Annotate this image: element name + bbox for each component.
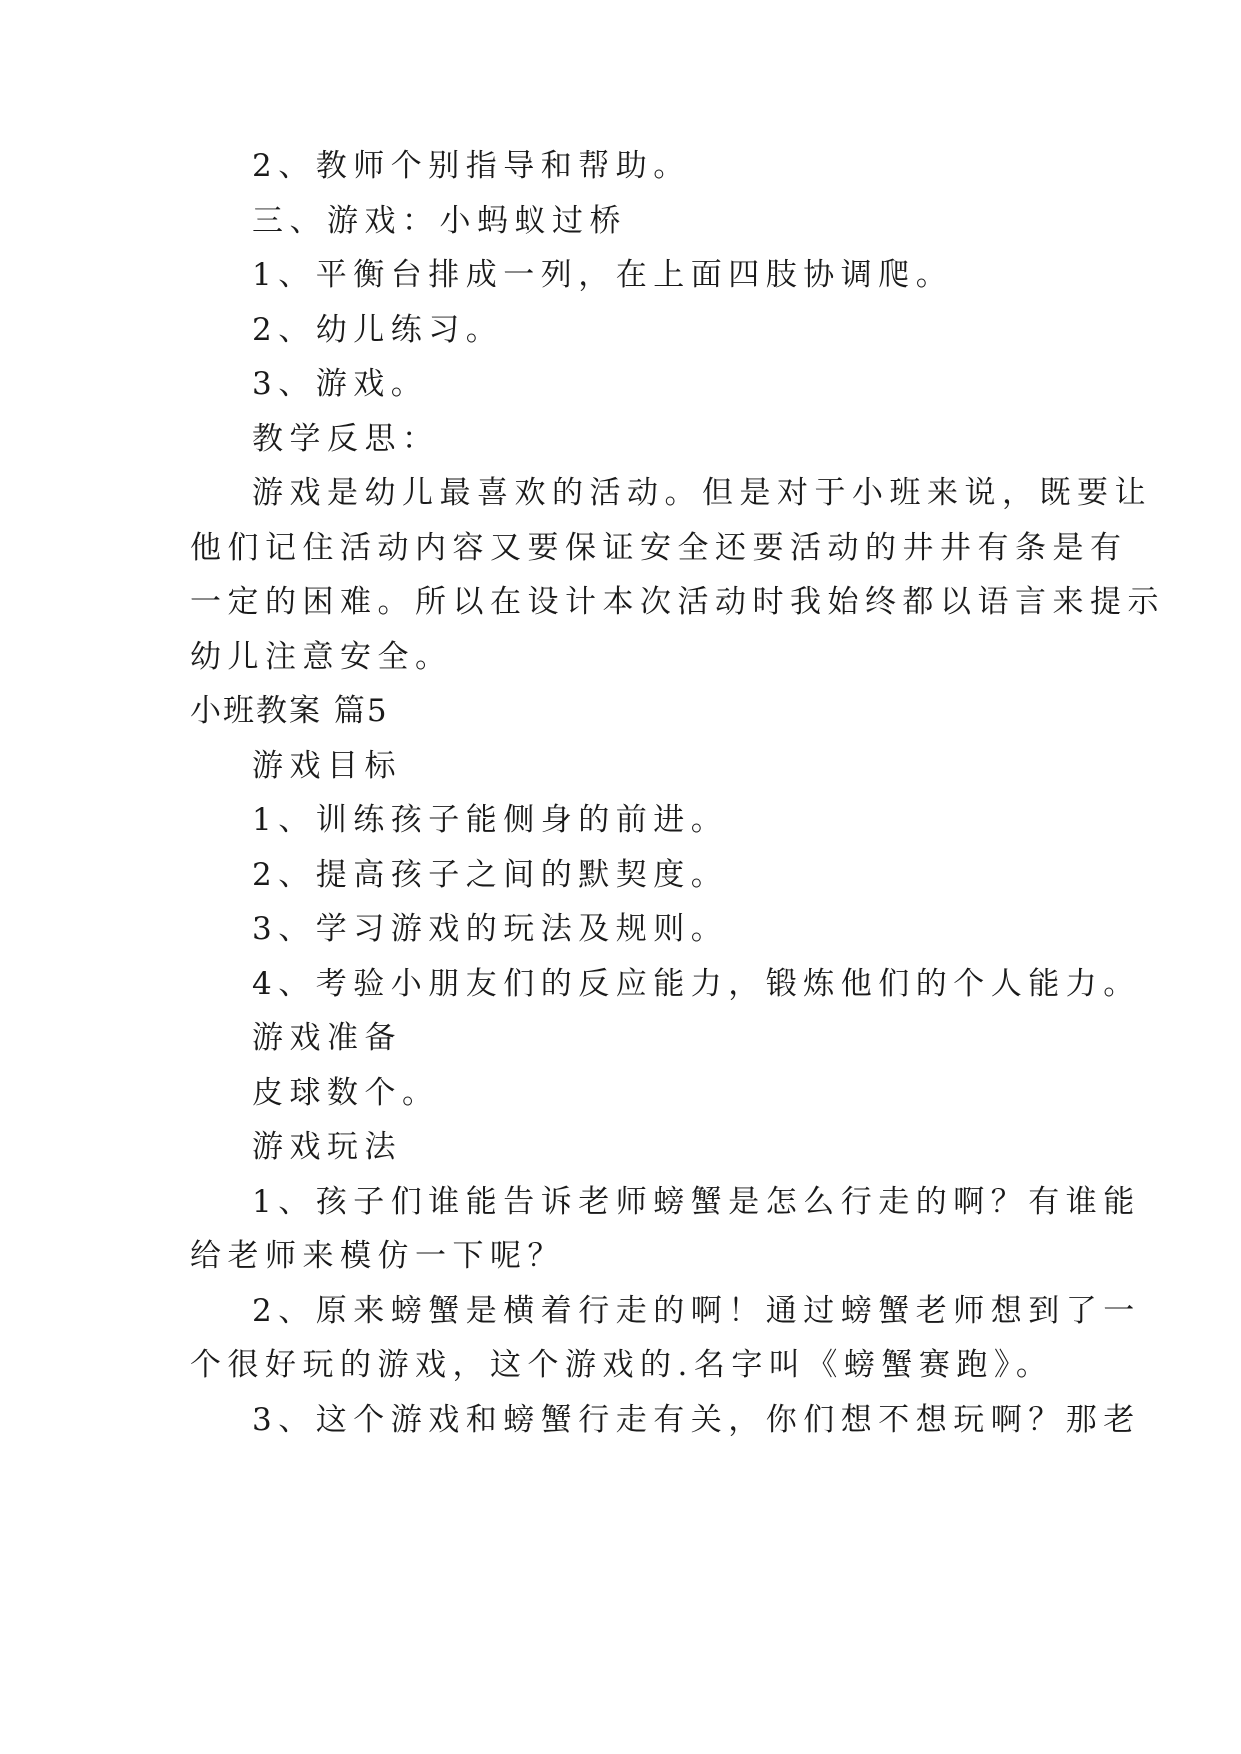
text-line: 3、这个游戏和螃蟹行走有关，你们想不想玩啊？那老: [252, 1402, 1141, 1438]
text-line: 他们记住活动内容又要保证安全还要活动的井井有条是有: [190, 530, 1128, 566]
text-line: 3、游戏。: [252, 366, 429, 402]
text-line: 2、提高孩子之间的默契度。: [252, 857, 729, 893]
text-line: 2、教师个别指导和帮助。: [252, 148, 691, 184]
text-line: 1、平衡台排成一列，在上面四肢协调爬。: [252, 257, 954, 293]
section-heading: 小班教案 篇5: [190, 693, 389, 729]
text-line: 1、孩子们谁能告诉老师螃蟹是怎么行走的啊？有谁能: [252, 1184, 1141, 1220]
text-line: 三、游戏：小蚂蚁过桥: [252, 203, 627, 239]
text-line: 4、考验小朋友们的反应能力，锻炼他们的个人能力。: [252, 966, 1141, 1002]
text-line: 个很好玩的游戏，这个游戏的.名字叫《螃蟹赛跑》。: [190, 1347, 1054, 1383]
text-line: 给老师来模仿一下呢？: [190, 1238, 565, 1274]
text-line: 游戏是幼儿最喜欢的活动。但是对于小班来说，既要让: [252, 475, 1152, 511]
text-line: 皮球数个。: [252, 1075, 440, 1111]
text-line: 游戏玩法: [252, 1129, 402, 1165]
text-line: 一定的困难。所以在设计本次活动时我始终都以语言来提示: [190, 584, 1165, 620]
text-line: 游戏准备: [252, 1020, 402, 1056]
text-line: 教学反思：: [252, 421, 440, 457]
text-line: 幼儿注意安全。: [190, 639, 453, 675]
text-line: 3、学习游戏的玩法及规则。: [252, 911, 729, 947]
text-line: 2、幼儿练习。: [252, 312, 504, 348]
text-line: 1、训练孩子能侧身的前进。: [252, 802, 729, 838]
text-line: 游戏目标: [252, 748, 402, 784]
text-line: 2、原来螃蟹是横着行走的啊！通过螃蟹老师想到了一: [252, 1293, 1141, 1329]
